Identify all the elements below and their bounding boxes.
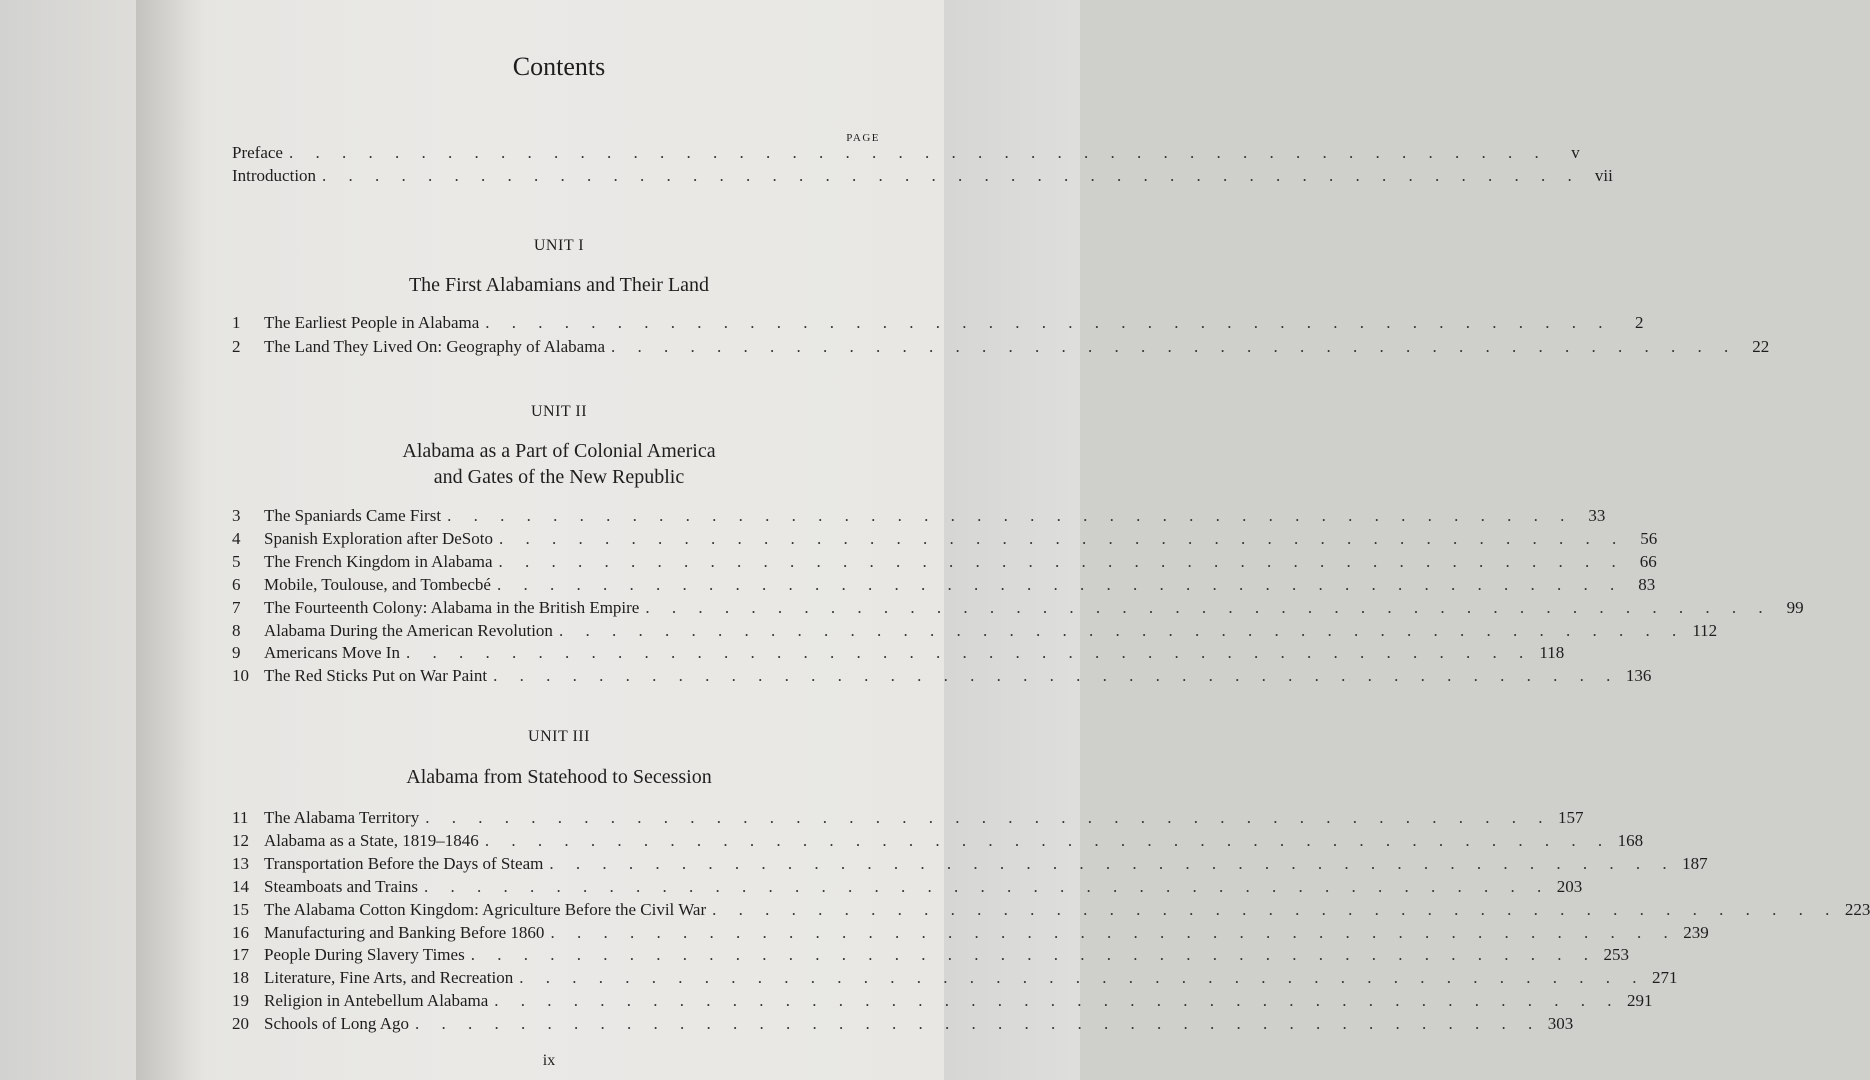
leader-dots: . . . . . . . . . . . . . . . . . . . . . . . . . . . . . . . . . . . . . . . . . . . (550, 922, 1677, 942)
toc-chapter-row (232, 666, 1652, 688)
chapter-number: 18 (232, 968, 249, 988)
leader-dots: . . . . . . . . . . . . . . . . . . . . . . . . . . . . . . . . . . . . . . . . . . . (499, 528, 1626, 548)
unit-title (136, 438, 982, 490)
leader-dots: . . . . . . . . . . . . . . . . . . . . . . . . . . . . . . . . . . . . . . . . . . . (470, 945, 1597, 965)
unit-title-line: The First Alabamians and Their Land (408, 274, 710, 296)
unit-label: UNIT I (533, 237, 585, 254)
chapter-number: 17 (232, 945, 249, 965)
chapter-title: Literature, Fine Arts, and Recreation (264, 968, 514, 988)
page-number: ix (542, 1052, 556, 1069)
chapter-page: 271 (1652, 968, 1678, 988)
left-background (0, 0, 136, 1080)
chapter-page: 22 (1752, 336, 1770, 356)
chapter-page: 66 (1639, 551, 1657, 571)
chapter-title: The Alabama Territory (264, 808, 420, 827)
toc-chapter-row (232, 597, 1804, 620)
toc-chapter-row (232, 922, 1709, 945)
leader-dots: . . . . . . . . . . . . . . . . . . . . . . . . . . . . . . . . . . . . . . . . . . . (549, 853, 1676, 873)
chapter-number: 9 (232, 643, 241, 663)
chapter-page: 203 (1556, 876, 1583, 896)
toc-chapter-row (232, 968, 1678, 990)
chapter-title: People During Slavery Times (264, 945, 465, 965)
toc-chapter-row (232, 991, 1653, 1013)
chapter-title: The Earliest People in Alabama (264, 313, 480, 332)
chapter-page: 118 (1539, 643, 1565, 663)
leader-dots: . . . . . . . . . . . . . . . . . . . . . . . . . . . . . . . . . . . . . . . . . . . (519, 968, 1646, 988)
chapter-page: 223 (1844, 899, 1870, 919)
chapter-page: 187 (1682, 853, 1708, 873)
chapter-title: The Red Sticks Put on War Paint (264, 666, 488, 686)
chapter-number: 3 (232, 506, 241, 525)
chapter-title: Americans Move In (264, 643, 400, 663)
toc-entry-label: Introduction (232, 166, 317, 185)
unit-title-line: Alabama from Statehood to Secession (406, 766, 712, 788)
chapter-number: 4 (232, 528, 241, 548)
chapter-number: 2 (232, 336, 241, 356)
chapter-page: 99 (1786, 597, 1804, 617)
page-column-header: PAGE (846, 132, 880, 144)
chapter-page: 112 (1692, 620, 1718, 640)
leader-dots: . . . . . . . . . . . . . . . . . . . . . . . . . . . . . . . . . . . . . . . . . . . . . . . . (322, 166, 1581, 185)
chapter-title: Alabama During the American Revolution (264, 620, 553, 640)
leader-dots: . . . . . . . . . . . . . . . . . . . . . . . . . . . . . . . . . . . . . . . . . . . (485, 313, 1612, 332)
chapter-number: 8 (232, 620, 241, 640)
toc-entry-preface (232, 143, 1580, 165)
leader-dots: . . . . . . . . . . . . . . . . . . . . . . . . . . . . . . . . . . . . . . . . . . . (496, 574, 1624, 594)
toc-entry-page: v (1571, 143, 1580, 162)
toc-chapter-row (232, 945, 1629, 967)
chapter-number: 20 (232, 1014, 249, 1034)
toc-chapter-row (232, 528, 1658, 551)
toc-chapter-row (232, 853, 1708, 876)
toc-chapter-row (232, 899, 1870, 922)
chapter-number: 16 (232, 922, 249, 942)
toc-chapter-row (232, 551, 1657, 574)
chapter-title: Alabama as a State, 1819–1846 (264, 830, 479, 850)
leader-dots: . . . . . . . . . . . . . . . . . . . . . . . . . . . . . . . . . . . . . . . . . . . (558, 620, 1686, 640)
leader-dots: . . . . . . . . . . . . . . . . . . . . . . . . . . . . . . . . . . . . . . . . . . . (498, 551, 1625, 571)
leader-dots: . . . . . . . . . . . . . . . . . . . . . . . . . . . . . . . . . . . . . . . . . . . (493, 666, 1620, 686)
chapter-title: Religion in Antebellum Alabama (264, 991, 489, 1011)
chapter-number: 7 (232, 597, 241, 617)
chapter-title: The Land They Lived On: Geography of Alabama (264, 336, 605, 356)
leader-dots: . . . . . . . . . . . . . . . . . . . . . . . . . . . . . . . . . . . . . . . . . . . (423, 876, 1551, 896)
leader-dots: . . . . . . . . . . . . . . . . . . . . . . . . . . . . . . . . . . . . . . . . . . . (447, 506, 1574, 525)
chapter-number: 13 (232, 853, 249, 873)
leader-dots: . . . . . . . . . . . . . . . . . . . . . . . . . . . . . . . . . . . . . . . . . . . . . . . . (288, 143, 1548, 162)
leader-dots: . . . . . . . . . . . . . . . . . . . . . . . . . . . . . . . . . . . . . . . . . . . (405, 643, 1533, 663)
leader-dots: . . . . . . . . . . . . . . . . . . . . . . . . . . . . . . . . . . . . . . . . . . . (425, 808, 1552, 827)
chapter-number: 10 (232, 666, 249, 686)
chapter-number: 5 (232, 551, 241, 571)
chapter-number: 19 (232, 991, 249, 1011)
toc-chapter-row (232, 1014, 1574, 1036)
chapter-page: 157 (1557, 808, 1584, 827)
chapter-number: 1 (232, 313, 241, 332)
chapter-number: 11 (232, 808, 249, 827)
chapter-page: 136 (1625, 666, 1652, 686)
toc-chapter-row (232, 336, 1770, 359)
toc-chapter-row (232, 808, 1584, 830)
chapter-page: 303 (1547, 1014, 1574, 1034)
toc-chapter-row (232, 506, 1606, 528)
chapter-title: Schools of Long Ago (264, 1014, 409, 1034)
chapter-page: 56 (1640, 528, 1658, 548)
toc-chapter-row (232, 620, 1718, 643)
unit-title (136, 272, 982, 298)
chapter-title: Manufacturing and Banking Before 1860 (264, 922, 545, 942)
chapter-page: 2 (1635, 313, 1644, 332)
chapter-title: The Alabama Cotton Kingdom: Agriculture Before the Civil War (264, 899, 707, 919)
leader-dots: . . . . . . . . . . . . . . . . . . . . . . . . . . . . . . . . . . . . . . . . . . . (611, 336, 1738, 356)
toc-chapter-row (232, 574, 1656, 597)
toc-chapter-row (232, 313, 1644, 335)
chapter-page: 168 (1617, 830, 1644, 850)
chapter-number: 14 (232, 876, 249, 896)
chapter-title: The Fourteenth Colony: Alabama in the British Empire (264, 597, 640, 617)
chapter-page: 239 (1683, 922, 1709, 942)
leader-dots: . . . . . . . . . . . . . . . . . . . . . . . . . . . . . . . . . . . . . . . . . . . (712, 899, 1839, 919)
chapter-title: Transportation Before the Days of Steam (264, 853, 544, 873)
chapter-title: Mobile, Toulouse, and Tombecbé (264, 574, 491, 594)
chapter-page: 291 (1627, 991, 1653, 1011)
leader-dots: . . . . . . . . . . . . . . . . . . . . . . . . . . . . . . . . . . . . . . . . . . . (414, 1014, 1542, 1034)
chapter-title: Steamboats and Trains (264, 876, 418, 896)
unit-title-line: and Gates of the New Republic (433, 466, 685, 488)
leader-dots: . . . . . . . . . . . . . . . . . . . . . . . . . . . . . . . . . . . . . . . . . . . (494, 991, 1621, 1011)
toc-chapter-row (232, 876, 1583, 899)
unit-title-line: Alabama as a Part of Colonial America (402, 440, 716, 462)
unit-label: UNIT III (528, 728, 590, 745)
toc-entry-introduction (232, 166, 1613, 188)
toc-chapter-row (232, 830, 1644, 853)
chapter-title: The French Kingdom in Alabama (264, 551, 493, 571)
chapter-number: 12 (232, 830, 249, 850)
page-title: Contents (512, 52, 606, 81)
chapter-number: 15 (232, 899, 249, 919)
leader-dots: . . . . . . . . . . . . . . . . . . . . . . . . . . . . . . . . . . . . . . . . . . . (484, 830, 1612, 850)
toc-entry-page: vii (1594, 166, 1613, 185)
chapter-number: 6 (232, 574, 241, 594)
toc-chapter-row (232, 643, 1565, 665)
toc-entry-label: Preface (232, 143, 283, 162)
unit-label: UNIT II (530, 403, 588, 420)
leader-dots: . . . . . . . . . . . . . . . . . . . . . . . . . . . . . . . . . . . . . . . . . . . (645, 597, 1772, 617)
chapter-page: 253 (1603, 945, 1629, 965)
page-spine-shadow (136, 0, 206, 1080)
unit-title (136, 764, 982, 790)
chapter-title: The Spaniards Came First (264, 506, 442, 525)
chapter-title: Spanish Exploration after DeSoto (264, 528, 493, 548)
chapter-page: 33 (1588, 506, 1606, 525)
chapter-page: 83 (1638, 574, 1656, 594)
